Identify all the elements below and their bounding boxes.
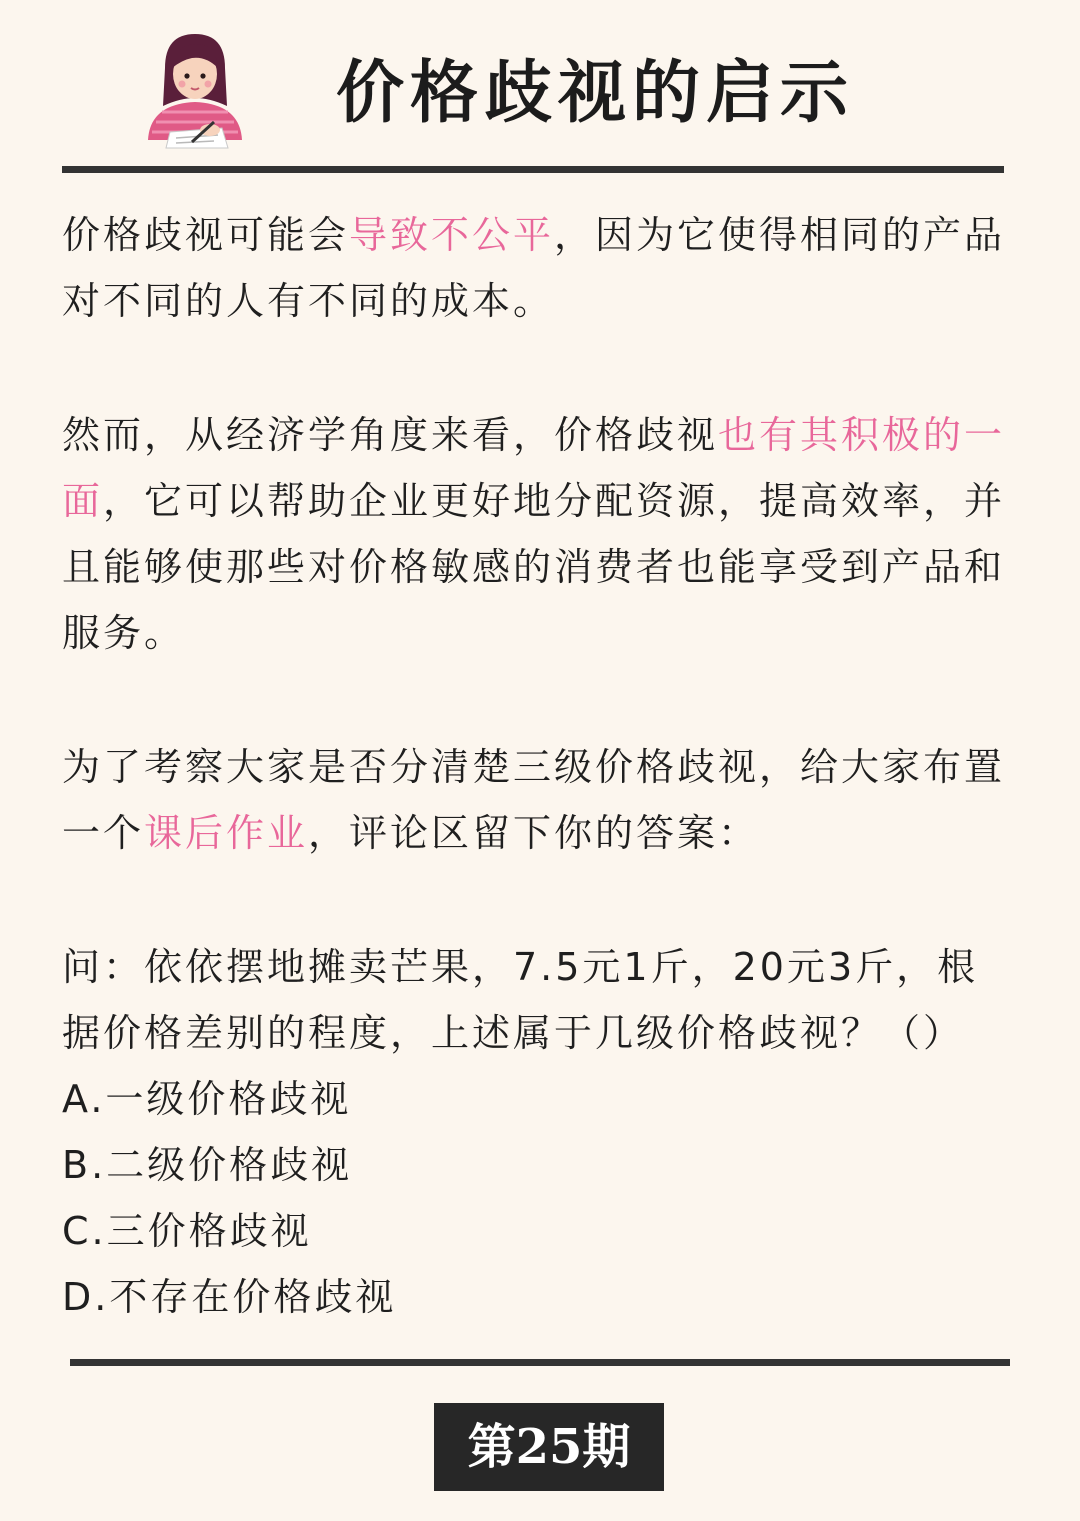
paragraph-2-text-start: 然而，从经济学角度来看，价格歧视 (62, 413, 719, 457)
option-a: A.一级价格歧视 (62, 1077, 352, 1121)
paragraph-gap (62, 866, 1017, 934)
paragraph-1-highlight: 导致不公平 (349, 213, 555, 257)
paragraph-1-text-start: 价格歧视可能会 (62, 213, 350, 257)
paragraph-1 (62, 202, 1017, 334)
page-title: 价格歧视的启示 (335, 54, 854, 133)
girl-writing-icon (130, 28, 260, 150)
question-text: 问：依依摆地摊卖芒果，7.5元1斤，20元3斤，根据价格差别的程度，上述属于几级价格歧视？（） (62, 945, 979, 1055)
paragraph-3 (62, 734, 1017, 866)
option-b: B.二级价格歧视 (62, 1143, 353, 1187)
paragraph-1-text-end: ，因为它使得相同的产品对不同的人有不同的成本。 (62, 213, 1006, 323)
paragraph-3-text-end: ，评论区留下你的答案： (308, 811, 760, 855)
paragraph-gap (62, 334, 1017, 402)
paragraph-3-text-start: 为了考察大家是否分清楚三级价格歧视，给大家布置一个 (62, 745, 1006, 855)
header (0, 0, 1080, 170)
option-d: D.不存在价格歧视 (62, 1275, 397, 1319)
issue-badge: 第25期 (434, 1403, 664, 1491)
option-c: C.三价格歧视 (62, 1209, 312, 1253)
paragraph-gap (62, 666, 1017, 734)
paragraph-2-text-end: ，它可以帮助企业更好地分配资源，提高效率，并且能够使那些对价格敏感的消费者也能享受到产品和服务。 (62, 479, 1006, 655)
paragraph-2-highlight: 也有其积极的一面 (62, 413, 1006, 523)
article-body (62, 202, 1017, 1330)
paragraph-2 (62, 402, 1017, 666)
bottom-divider (70, 1359, 1010, 1366)
top-divider (62, 166, 1004, 173)
paragraph-3-highlight: 课后作业 (144, 811, 309, 855)
